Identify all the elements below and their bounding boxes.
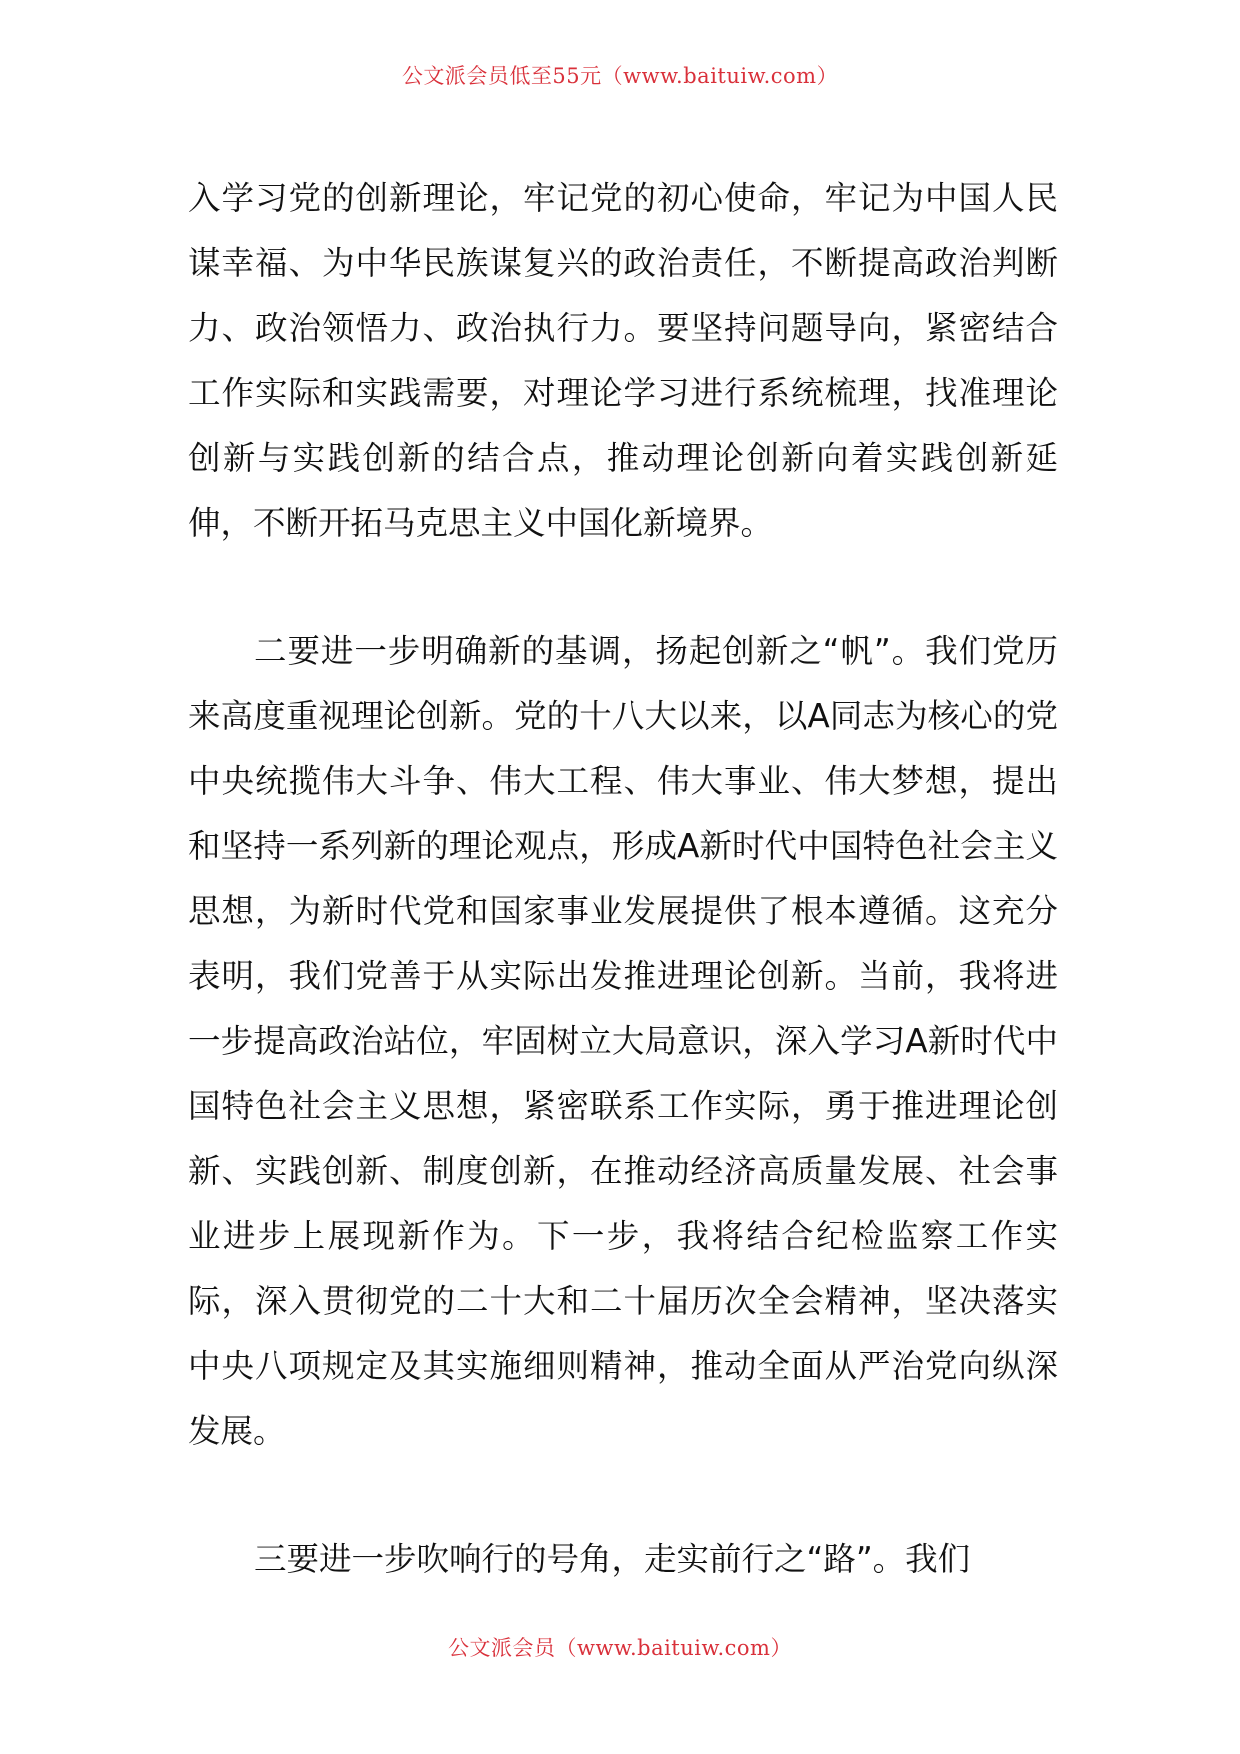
paragraph-continuation: 入学习党的创新理论，牢记党的初心使命，牢记为中国人民谋幸福、为中华民族谋复兴的政治责任，不断提高政治判断力、政治领悟力、政治执行力。要坚持问题导向，紧密结合工作实际和实践需要，对理论学习进行系统梳理，找准理论创新与实践创新的结合点，推动理论创新向着实践创新延伸，不断开拓马克思主义中国化新境界。 <box>188 179 1058 542</box>
document-body <box>188 166 1058 1592</box>
paragraph-third-point: 三要进一步吹响行的号角，走实前行之“路”。我们 <box>254 1540 971 1578</box>
header-watermark: 公文派会员低至55元（www.baituiw.com） <box>401 64 839 88</box>
footer-watermark: 公文派会员（www.baituiw.com） <box>448 1636 792 1660</box>
paragraph-second-point: 二要进一步明确新的基调，扬起创新之“帆”。我们党历来高度重视理论创新。党的十八大以来，以A同志为核心的党中央统揽伟大斗争、伟大工程、伟大事业、伟大梦想，提出和坚持一系列新的理论观点，形成A新时代中国特色社会主义思想，为新时代党和国家事业发展提供了根本遵循。这充分表明，我们党善于从实际出发推进理论创新。当前，我将进一步提高政治站位，牢固树立大局意识，深入学习A新时代中国特色社会主义思想，紧密联系工作实际，勇于推进理论创新、实践创新、制度创新，在推动经济高质量发展、社会事业进步上展现新作为。下一步，我将结合纪检监察工作实际，深入贯彻党的二十大和二十届历次全会精神，坚决落实中央八项规定及其实施细则精神，推动全面从严治党向纵深发展。 <box>188 632 1058 1450</box>
